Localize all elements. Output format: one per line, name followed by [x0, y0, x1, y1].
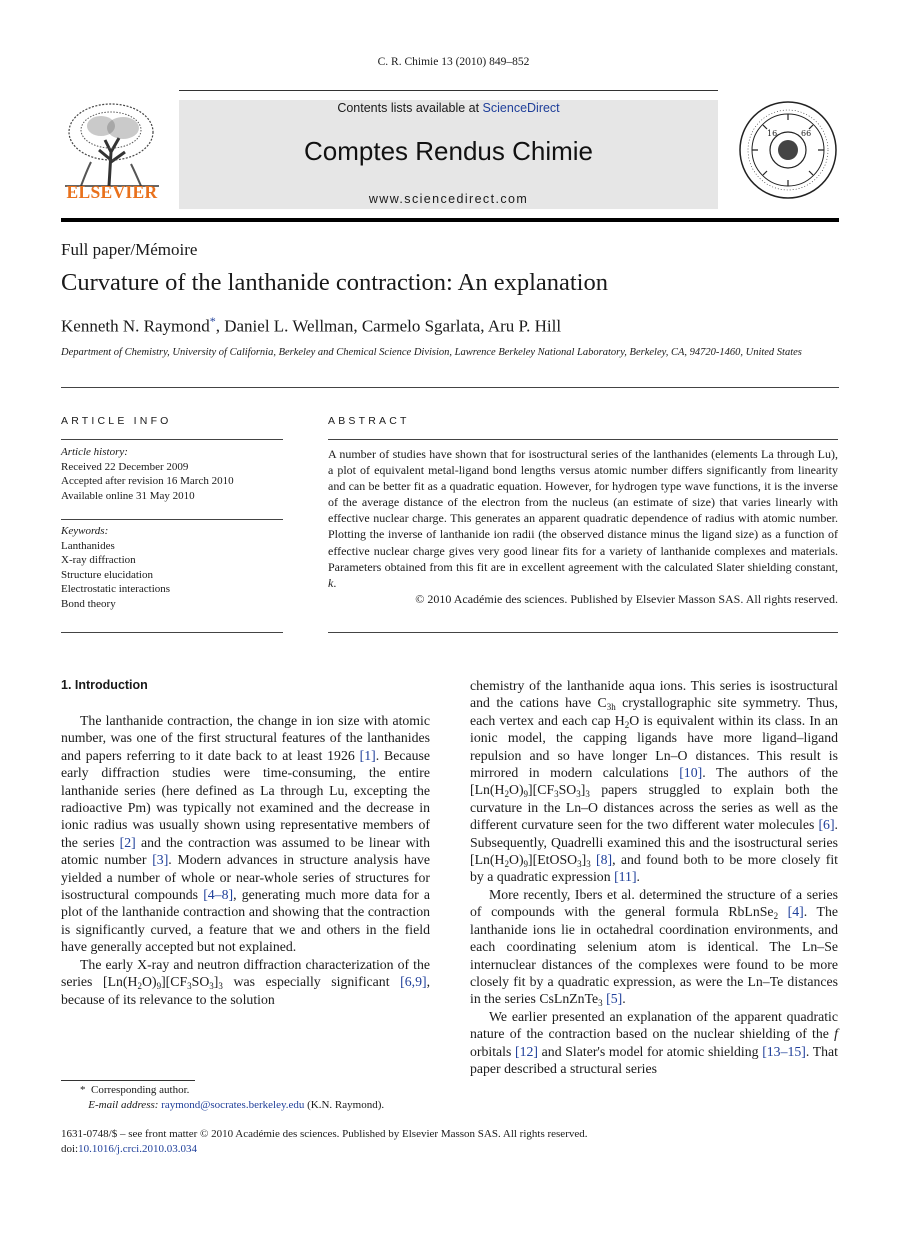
reference-link[interactable]: [1] [359, 747, 376, 763]
journal-masthead [61, 90, 839, 220]
reference-link[interactable]: [3] [152, 852, 169, 868]
paper-title: Curvature of the lanthanide contraction: An explanation [61, 269, 608, 296]
elsevier-wordmark: ELSEVIER [66, 182, 158, 202]
body-paragraph: More recently, Ibers et al. determined the structure of a series of compounds with the general formula RbLnSe$_2$ [4]. The lanthanide ions lie in octahedral coordination environments, and each coordinating selenium atom is identical. The Ln–Se internuclear distances of the complexes were found to be more closely fit by a quadratic expression, as were the Ln–Te distances in the series CsLnZnTe$_3$ [5]. [470, 886, 838, 1009]
paper-type: Full paper/Mémoire [61, 240, 198, 259]
doi-link[interactable]: 10.1016/j.crci.2010.03.034 [78, 1143, 197, 1155]
keyword-item: Lanthanides [61, 539, 115, 552]
email-label: E-mail address: [88, 1099, 159, 1111]
footnote-mark: * [80, 1084, 86, 1096]
email-link[interactable]: raymond@socrates.berkeley.edu [161, 1099, 305, 1111]
svg-text:66: 66 [801, 129, 812, 138]
reference-link[interactable]: [8] [596, 852, 613, 868]
reference-link[interactable]: [10] [679, 765, 703, 781]
body-paragraph: We earlier presented an explanation of the apparent quadratic nature of the contraction based on the nuclear shielding of the f orbitals [12] and Slater's model for atomic shielding [13–15]. That paper described a structural series [470, 1008, 838, 1076]
footnote-rule [61, 1080, 195, 1081]
abstract-heading: ABSTRACT [328, 415, 410, 427]
reference-link[interactable]: [6] [818, 817, 835, 833]
doi-line [61, 1142, 588, 1157]
footnote-label: Corresponding author. [91, 1084, 190, 1096]
reference-link[interactable]: [4] [787, 904, 804, 920]
abstract-text: A number of studies have shown that for isostructural series of the lanthanides (elements La through Lu), a plot of equivalent metal-ligand bond lengths versus atomic number differs significantly from linearity and can be better fit as a quadratic equation. However, for hydrogen type wave functions, it is the inverse of the average distance of the electron from the nucleus (an estimate of size) that varies linearly with effective nuclear charge. This generates an apparent quadratic dependence of radius with atomic number. Plotting the inverse of lanthanide ion radii (the observed distance minus the ligand size) as a function of effective nuclear charge gives very good linear fits for a variety of lanthanide complexes and materials. Parameters obtained from this fit are in excellent agreement with the calculated Slater shielding constant, [328, 447, 838, 574]
body-column-left [61, 712, 430, 1008]
journal-citation: C. R. Chimie 13 (2010) 849–852 [377, 56, 530, 68]
front-matter-line: 1631-0748/$ – see front matter © 2010 Académie des sciences. Published by Elsevier Masson SAS. All rights reserved. [61, 1128, 588, 1140]
section-heading-introduction: 1. Introduction [61, 678, 148, 692]
reference-link[interactable]: [12] [515, 1043, 539, 1059]
abstract-end: . [333, 575, 337, 590]
abstract [328, 446, 838, 607]
keywords-rule [61, 519, 283, 520]
keywords-label: Keywords: [61, 525, 109, 537]
corresponding-author: Kenneth N. Raymond [61, 316, 210, 336]
abstract-body [328, 446, 838, 591]
body-column-right [470, 677, 838, 1077]
header-divider [61, 387, 839, 388]
svg-text:16: 16 [767, 129, 778, 138]
reference-link[interactable]: [11] [614, 869, 637, 885]
author-affiliation: Department of Chemistry, University of California, Berkeley and Chemical Science Division, Lawrence Berkeley National Laboratory, Berkeley, CA, 94720-1460, United States [61, 347, 802, 358]
journal-url[interactable]: www.sciencedirect.com [368, 192, 529, 206]
article-history [61, 445, 283, 503]
abstract-bottom-rule [328, 632, 838, 633]
footnote [80, 1083, 384, 1113]
history-label: Article history: [61, 446, 128, 458]
sciencedirect-link[interactable]: ScienceDirect [482, 101, 560, 115]
reference-link[interactable]: [4–8] [203, 887, 234, 903]
reference-link[interactable]: [13–15] [762, 1043, 806, 1059]
email-suffix: (K.N. Raymond). [304, 1099, 385, 1111]
corresponding-author-mark[interactable]: * [209, 314, 216, 328]
page-footer [61, 1127, 588, 1157]
keywords [61, 524, 283, 611]
body-paragraph: The early X-ray and neutron diffraction characterization of the series $[Ln(H_2O)_9][CF_3SO_3]_3$ was especially significant [6,9], because of its relevance to the solution [61, 956, 431, 1007]
article-info-rule [61, 439, 283, 440]
article-info-heading: ARTICLE INFO [61, 415, 172, 427]
email-line [80, 1098, 384, 1113]
academie-seal-icon [737, 90, 839, 210]
keyword-item: X-ray diffraction [61, 554, 136, 566]
reference-link[interactable]: [6,9] [400, 974, 427, 990]
body-paragraph: chemistry of the lanthanide aqua ions. This series is isostructural and the cations have $C_{3h}$ crystallographic site symmetry. Thus, each vertex and each cap $H_2O$ is equivalent within its class. In an ionic model, the capping ligands have more ligand–ligand repulsion and so have longer Ln–O distances. This result is mirrored in modern calculations [10]. The authors of the $[Ln(H_2O)_9][CF_3SO_3]_3$ papers struggled to explain both the curvature in the Ln–O distances across the series as well as the different curvature seen for the two different water molecules [6]. Subsequently, Quadrelli examined this and the isostructural series $[Ln(H_2O)_9][EtOSO_3]_3$ [8], and found both to be more closely fit by a quadratic expression [11]. [470, 678, 838, 885]
history-received: Received 22 December 2009 [61, 460, 189, 473]
keyword-item: Structure elucidation [61, 568, 153, 581]
co-authors: , Daniel L. Wellman, Carmelo Sgarlata, Aru P. Hill [215, 316, 562, 336]
reference-link[interactable]: [2] [119, 834, 136, 850]
journal-name: Comptes Rendus Chimie [303, 136, 593, 166]
keyword-item: Electrostatic interactions [61, 583, 171, 595]
contents-prefix: Contents lists available at [337, 101, 483, 115]
contents-line [179, 101, 718, 115]
masthead-rule [61, 218, 839, 222]
article-info-bottom-rule [61, 632, 283, 633]
history-online: Available online 31 May 2010 [61, 489, 195, 502]
journal-title-box [179, 100, 718, 209]
masthead-top-rule [179, 90, 718, 91]
abstract-rule [328, 439, 838, 440]
corresponding-author-note [80, 1083, 384, 1098]
abstract-copyright: © 2010 Académie des sciences. Published by Elsevier Masson SAS. All rights reserved. [415, 591, 838, 606]
body-paragraph: The lanthanide contraction, the change in ion size with atomic number, was one of the first structural features of the lanthanides and papers referring to it date back to at least 1926 [1]. Because early diffraction studies were time-consuming, the entire lanthanide series (here defined as La through Lu, excepting the radioactive Pm) was typically not examined and the decrease in ionic radius was usually shown using representative members of the series [2] and the contraction was assumed to be linear with atomic number [3]. Modern advances in structure analysis have yielded a number of whole or near-whole series of structures for isostructural compounds [4–8], generating much more data for a plot of the lanthanide contraction and showing that the contraction is significantly curved, a feature that we and others in the field have generally accepted but not explained. [61, 713, 431, 955]
abstract-symbol: k [328, 575, 334, 590]
keyword-item: Bond theory [61, 597, 116, 610]
reference-link[interactable]: [5] [606, 991, 623, 1007]
author-list [61, 314, 561, 337]
history-accepted: Accepted after revision 16 March 2010 [61, 475, 234, 487]
doi-label: doi: [61, 1143, 79, 1155]
